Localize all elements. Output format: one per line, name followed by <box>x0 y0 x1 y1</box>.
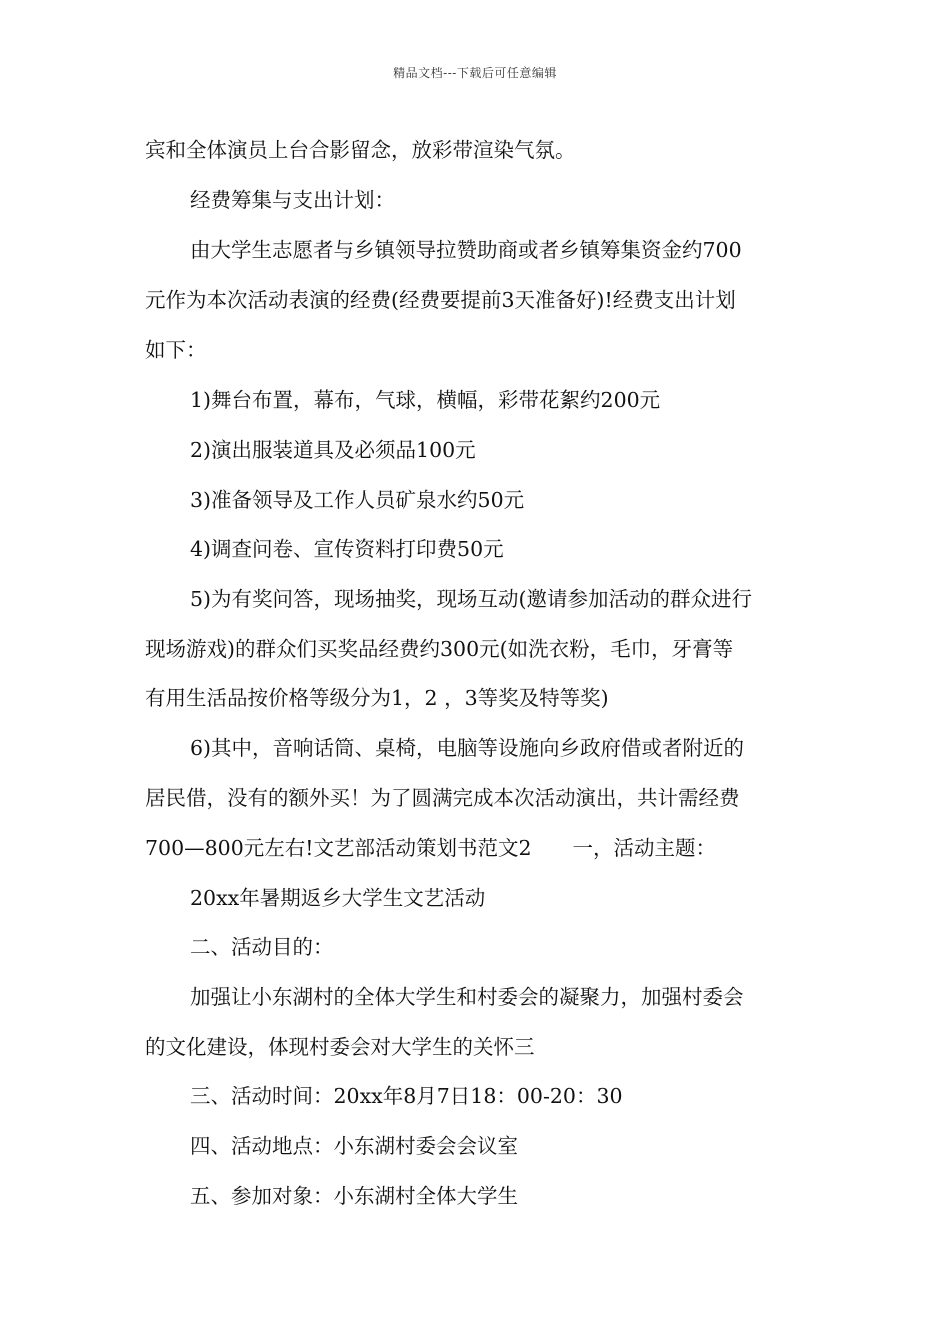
text-line: 700—800元左右!文艺部活动策划书范文2 一，活动主题： <box>145 836 717 860</box>
text-line: 3)准备领导及工作人员矿泉水约50元 <box>190 488 525 512</box>
text-line: 宾和全体演员上台合影留念，放彩带渲染气氛。 <box>145 138 576 162</box>
text-line: 加强让小东湖村的全体大学生和村委会的凝聚力，加强村委会 <box>190 985 744 1009</box>
text-line: 元作为本次活动表演的经费(经费要提前3天准备好)!经费支出计划 <box>145 288 736 312</box>
text-line: 三、活动时间：20xx年8月7日18：00-20：30 <box>190 1084 623 1108</box>
text-line: 5)为有奖问答，现场抽奖，现场互动(邀请参加活动的群众进行 <box>190 587 753 611</box>
text-line: 如下： <box>145 338 207 362</box>
text-line: 20xx年暑期返乡大学生文艺活动 <box>190 886 486 910</box>
text-line: 2)演出服装道具及必须品100元 <box>190 438 476 462</box>
text-line: 四、活动地点：小东湖村委会会议室 <box>190 1134 518 1158</box>
text-line: 现场游戏)的群众们买奖品经费约300元(如洗衣粉，毛巾，牙膏等 <box>145 637 734 661</box>
text-line: 五、参加对象：小东湖村全体大学生 <box>190 1184 518 1208</box>
text-line: 经费筹集与支出计划： <box>190 188 395 212</box>
text-line: 4)调查问卷、宣传资料打印费50元 <box>190 537 504 561</box>
text-line: 的文化建设，体现村委会对大学生的关怀三 <box>145 1035 535 1059</box>
text-line: 二、活动目的： <box>190 935 334 959</box>
text-line: 居民借，没有的额外买！为了圆满完成本次活动演出，共计需经费 <box>145 786 740 810</box>
text-line: 由大学生志愿者与乡镇领导拉赞助商或者乡镇筹集资金约700 <box>190 238 742 262</box>
text-line: 有用生活品按价格等级分为1，2 ，3等奖及特等奖) <box>145 686 609 710</box>
text-line: 6)其中，音响话筒、桌椅，电脑等设施向乡政府借或者附近的 <box>190 736 745 760</box>
page-header: 精品文档---下载后可任意编辑 <box>393 66 557 80</box>
text-line: 1)舞台布置，幕布，气球，横幅，彩带花絮约200元 <box>190 388 661 412</box>
